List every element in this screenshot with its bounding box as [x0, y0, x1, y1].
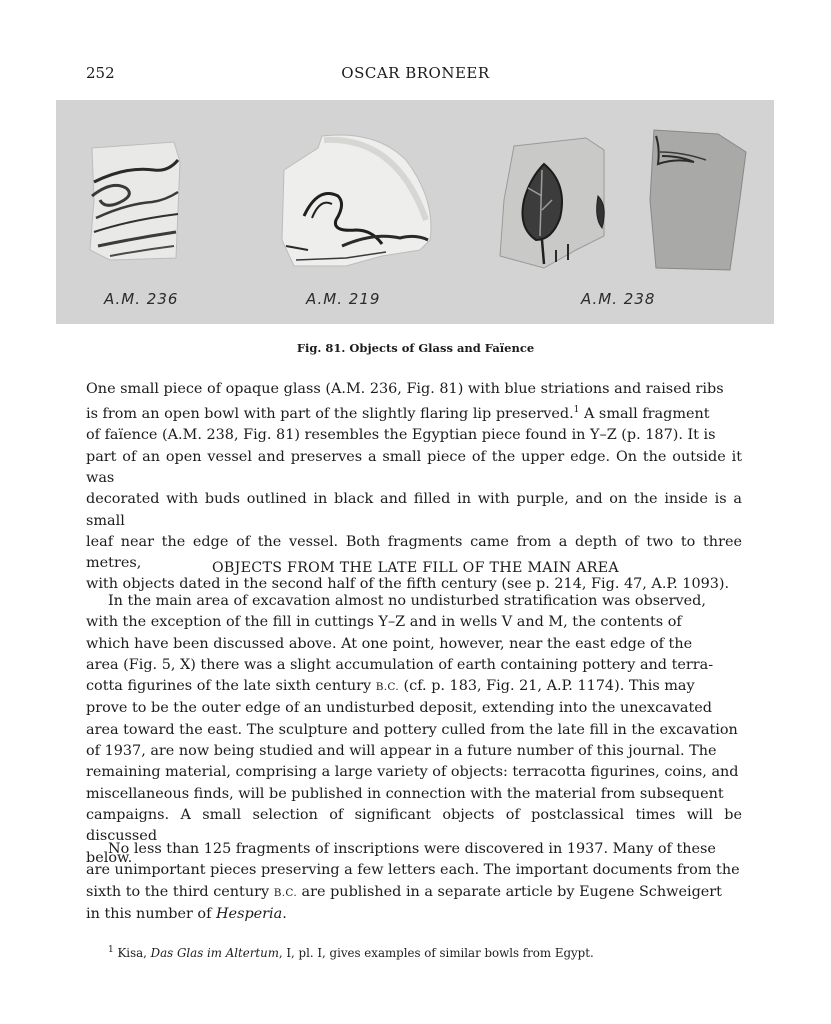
text-line: is from an open bowl with part of the slightly flaring lip preserved.$^1$ A small fragment — [86, 405, 710, 423]
text-line: in this number of Hesperia. — [86, 905, 287, 922]
glass-fragment-am236 — [90, 142, 180, 260]
text-line: of faïence (A.M. 238, Fig. 81) resembles the Egyptian piece found in Y–Z (p. 187). It is — [86, 427, 716, 444]
text-line: with objects dated in the second half of the fifth century (see p. 214, Fig. 47, A.P. 1093). — [86, 576, 730, 593]
catalog-label-am238: A.M. 238 — [581, 290, 656, 308]
text-line: of 1937, are now being studied and will appear in a future number of this journal. The — [86, 743, 717, 760]
footnote-reference: 1 — [573, 405, 580, 416]
sherd-am219 — [282, 135, 431, 266]
text-line: sixth to the third century B.C. are published in a separate article by Eugene Schweigert — [86, 883, 722, 900]
text-line: prove to be the outer edge of an undisturbed deposit, extending into the unexcavated — [86, 700, 712, 717]
text-line: are unimportant pieces preserving a few letters each. The important documents from the — [86, 862, 740, 879]
page-number: 252 — [86, 64, 115, 82]
text-line: campaigns. A small selection of significant objects of postclassical times will be discussed — [86, 806, 742, 845]
text-line: miscellaneous finds, will be published in connection with the material from subsequent — [86, 785, 724, 802]
text-line: part of an open vessel and preserves a small piece of the upper edge. On the outside it was — [86, 448, 742, 486]
text-line: which have been discussed above. At one point, however, near the east edge of the — [86, 635, 693, 652]
text-line: cotta figurines of the late sixth century B.C. (cf. p. 183, Fig. 21, A.P. 1174). This may — [86, 678, 695, 695]
text-line: area toward the east. The sculpture and pottery culled from the late fill in the excavation — [86, 721, 738, 738]
text-line: below. — [86, 849, 133, 866]
text-line: leaf near the edge of the vessel. Both fragments came from a depth of two to three metres, — [86, 533, 742, 572]
running-head: OSCAR BRONEER — [341, 64, 490, 82]
faience-fragment-am238 — [500, 130, 746, 270]
footnote: $^1$ Kisa, Das Glas im Altertum, I, pl. I, gives examples of similar bowls from Egypt. — [108, 945, 594, 960]
paragraph-late-fill — [86, 591, 742, 869]
catalog-label-am236: A.M. 236 — [104, 290, 179, 308]
text-line: remaining material, comprising a large variety of objects: terracotta figurines, coins, and — [86, 764, 739, 781]
text-line: One small piece of opaque glass (A.M. 236, Fig. 81) with blue striations and raised ribs — [86, 381, 724, 397]
text-line: area (Fig. 5, X) there was a slight accumulation of earth containing pottery and terra- — [86, 656, 714, 673]
text-line: In the main area of excavation almost no undisturbed stratification was observed, — [108, 593, 706, 609]
paragraph-inscriptions — [86, 839, 742, 925]
section-heading: OBJECTS FROM THE LATE FILL OF THE MAIN AREA — [212, 560, 619, 576]
text-line: with the exception of the fill in cuttings Y–Z and in wells V and M, the contents of — [86, 614, 682, 631]
figure-caption: Fig. 81. Objects of Glass and Faïence — [296, 341, 535, 355]
footnote-mark: 1 — [108, 945, 114, 955]
text-line: decorated with buds outlined in black and filled in with purple, and on the inside is a small — [86, 491, 742, 529]
catalog-label-am219: A.M. 219 — [306, 290, 381, 308]
text-line: No less than 125 fragments of inscriptions were discovered in 1937. Many of these — [108, 841, 716, 857]
